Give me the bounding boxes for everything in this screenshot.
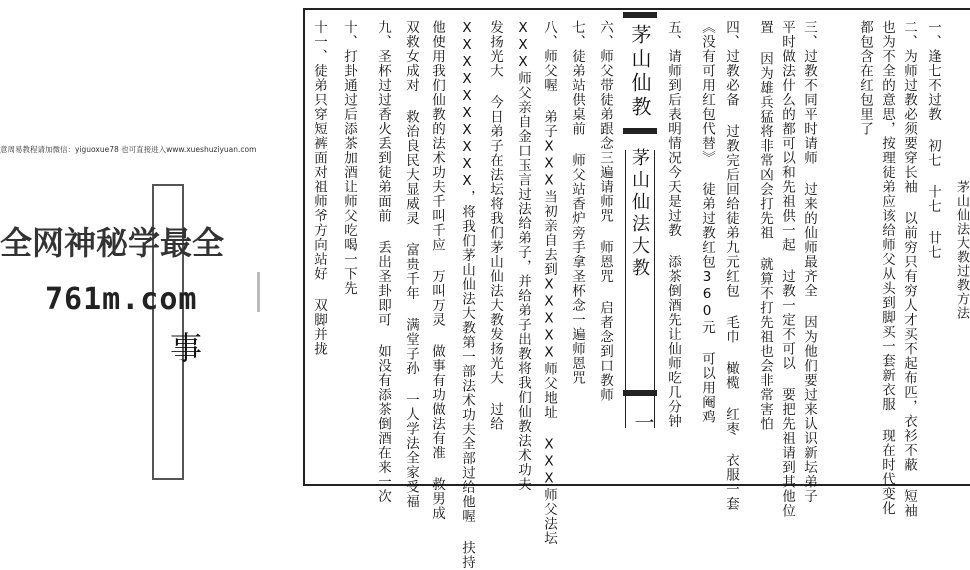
text-column: 置 因为雄兵猛将非常凶会打先祖 就算不打先祖也会非常害怕 — [757, 20, 773, 431]
text-column: 也为不全的意思，按理徒弟应该给师父从头到脚买一套新衣服 现在时代变化 — [879, 20, 895, 516]
banner-rule-mid — [623, 128, 657, 134]
text-column: XXXXXXXXXX，将我们茅山仙法大教第一部法术功夫全部过给他喔 扶持 — [459, 20, 475, 570]
text-column: 双救女成对 救治良民大显威灵 富贵千年 满堂子孙 一人学法全家受福 — [403, 20, 419, 509]
text-column: 十一、徒弟只穿短裤面对祖师爷方向站好 双脚并拢 — [311, 20, 327, 356]
text-column: 他使用我们仙教的法术功夫千叫千应 万叫万灵 做事有功做法有准 救男成 — [429, 20, 445, 521]
banner-subtitle: 茅山仙法大教 — [629, 148, 650, 280]
text-column: 四、过教必备 过教完后回给徒弟九元红包 毛巾 橄榄 红枣 衣服一套 — [723, 20, 739, 511]
text-column: 九、圣杯过过香火丢到徒弟面前 丢出圣卦即可 如没有添茶倒酒在来一次 — [375, 20, 391, 504]
text-column: 六、师父带徒弟跟念三遍请师咒 师恩咒 启者念到口教师 — [597, 20, 613, 402]
watermark-contact-line: 意周易教程请加微信：yiguoxue78 也可直接进入www.xueshuziyuan.com — [0, 145, 257, 154]
text-column: 平时做法什么的都可以和先祖供一起 过教一定不可以 要把先祖请到其他位 — [779, 20, 795, 518]
watermark-char: 事 — [170, 329, 203, 367]
text-column: 八、师父喔 弟子XXX当初亲自去到XXXXX师父地址 XXX师父法坛 — [541, 20, 557, 546]
text-column: 五、请师到后表明情况今天是过教 添茶倒酒先让仙师吃几分钟 — [665, 20, 681, 429]
banner-rule-lower — [623, 390, 657, 396]
text-column: XXX师父亲自金口玉言过法给弟子，并给弟子出教将我们仙教法术功夫 — [515, 20, 531, 492]
page-title: 茅山仙法大教过教方法 — [954, 180, 969, 320]
banner-line-left — [625, 150, 626, 428]
watermark-title: 全网神秘学最全 — [0, 224, 225, 262]
text-column: 发扬光大 今日弟子在法坛将我们茅山仙法大教发扬光大 过给 — [487, 20, 503, 431]
banner-rule-top — [623, 12, 657, 18]
center-banner — [623, 10, 657, 478]
watermark-site: 761m.com — [45, 282, 198, 317]
text-column: 十、打卦通过后添茶加酒让师父吃喝一下先 — [341, 20, 357, 296]
text-column: 二、为师过教必须要穿长袖 以前穷只有穷人才买不起布匹，衣衫不蔽 短袖 — [901, 20, 917, 518]
banner-line-right — [654, 150, 655, 428]
text-column: 《没有可用红包代替》 徒弟过教红包360元 可以用阉鸡 — [699, 20, 715, 424]
document-sheet — [303, 8, 970, 570]
text-column: 都包含在红包里了 — [857, 20, 873, 136]
page-number: 一 — [631, 412, 655, 436]
watermark-divider — [257, 272, 260, 312]
text-column: 七、徒弟站供桌前 师父站香炉旁手拿圣杯念一遍师恩咒 — [569, 20, 585, 385]
text-column: 三、过教不同平时请师 过来的仙师最齐全 因为他们要过来认识新坛弟子 — [801, 20, 817, 504]
banner-top-title: 茅山仙教 — [628, 24, 652, 120]
text-column: 一、逢七不过教 初七 十七 廿七 — [925, 20, 941, 260]
